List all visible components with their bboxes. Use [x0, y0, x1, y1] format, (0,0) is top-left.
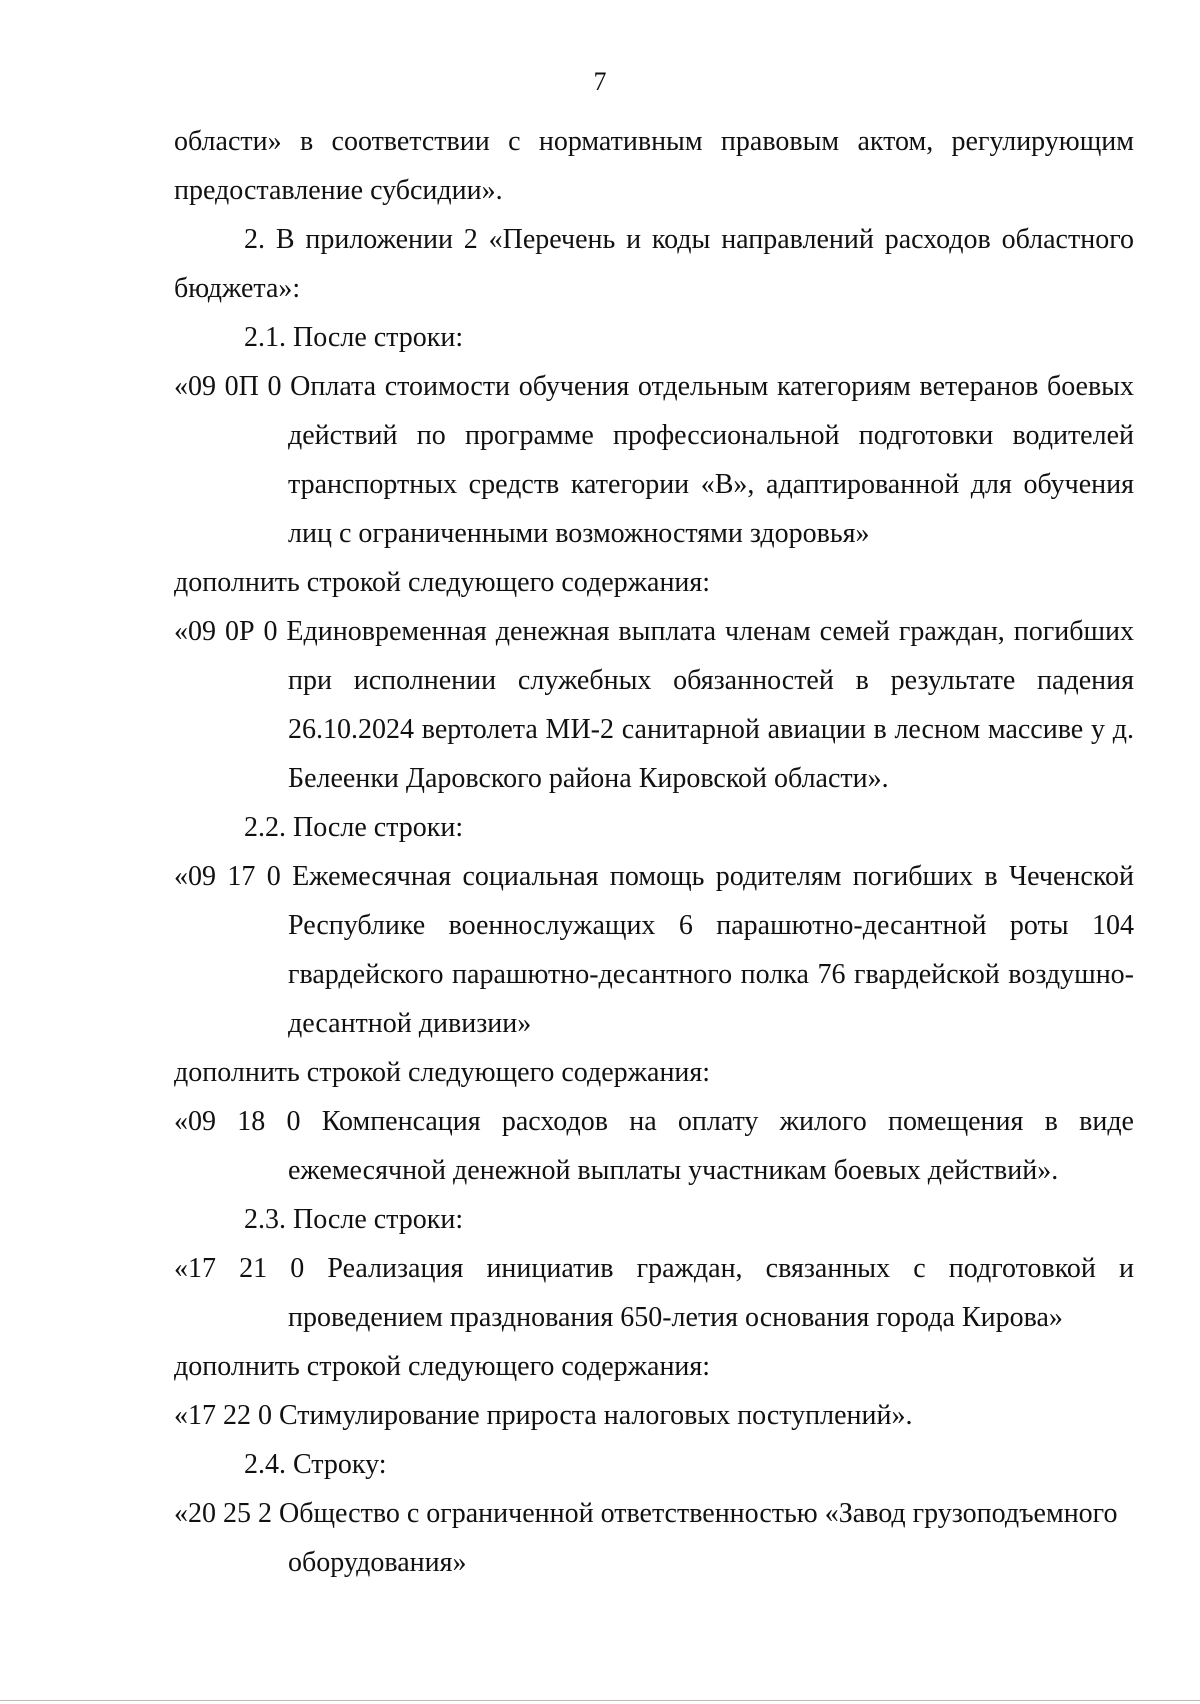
subitem-2-4-heading: 2.4. Строку: — [244, 1449, 387, 1480]
code-entry-09-17-0: «09 17 0 Ежемесячная социальная помощь родителям погибших в Чеченской Республике военнослужащих 6 парашютно-десантной роты 104 гвардейского парашютно-десантного полка 76 гвардейской воздушно-десантной дивизии» — [174, 861, 1134, 1039]
subitem-2-3-heading: 2.3. После строки: — [244, 1204, 464, 1235]
document-body — [174, 117, 1134, 1587]
supplement-instruction: дополнить строкой следующего содержания: — [174, 567, 711, 598]
code-entry-09-18-0: «09 18 0 Компенсация расходов на оплату жилого помещения в виде ежемесячной денежной выплаты участникам боевых действий». — [174, 1106, 1134, 1186]
subitem-2-2-heading: 2.2. После строки: — [244, 812, 464, 843]
code-entry-09-0r-0: «09 0Р 0 Единовременная денежная выплата членам семей граждан, погибших при исполнении служебных обязанностей в результате падения 26.10.2024 вертолета МИ-2 санитарной авиации в лесном массиве у д. Белеенки Даровского района Кировской области». — [174, 616, 1134, 794]
paragraph-item-2: 2. В приложении 2 «Перечень и коды направлений расходов областного бюджета»: — [174, 224, 1134, 304]
code-entry-09-0p-0: «09 0П 0 Оплата стоимости обучения отдельным категориям ветеранов боевых действий по программе профессиональной подготовки водителей транспортных средств категории «В», адаптированной для обучения лиц с ограниченными возможностями здоровья» — [174, 371, 1134, 549]
code-entry-17-22-0: «17 22 0 Стимулирование прироста налоговых поступлений». — [174, 1400, 913, 1431]
paragraph-continuation: области» в соответствии с нормативным правовым актом, регулирующим предоставление субсидии». — [174, 126, 1134, 206]
code-entry-20-25-2: «20 25 2 Общество с ограниченной ответственностью «Завод грузоподъемного оборудования» — [174, 1498, 1118, 1578]
scan-edge-line — [0, 1700, 1200, 1701]
supplement-instruction: дополнить строкой следующего содержания: — [174, 1351, 711, 1382]
code-entry-17-21-0: «17 21 0 Реализация инициатив граждан, связанных с подготовкой и проведением празднования 650-летия основания города Кирова» — [174, 1253, 1134, 1333]
page-number: 7 — [593, 67, 607, 96]
subitem-2-1-heading: 2.1. После строки: — [244, 322, 464, 353]
supplement-instruction: дополнить строкой следующего содержания: — [174, 1057, 711, 1088]
